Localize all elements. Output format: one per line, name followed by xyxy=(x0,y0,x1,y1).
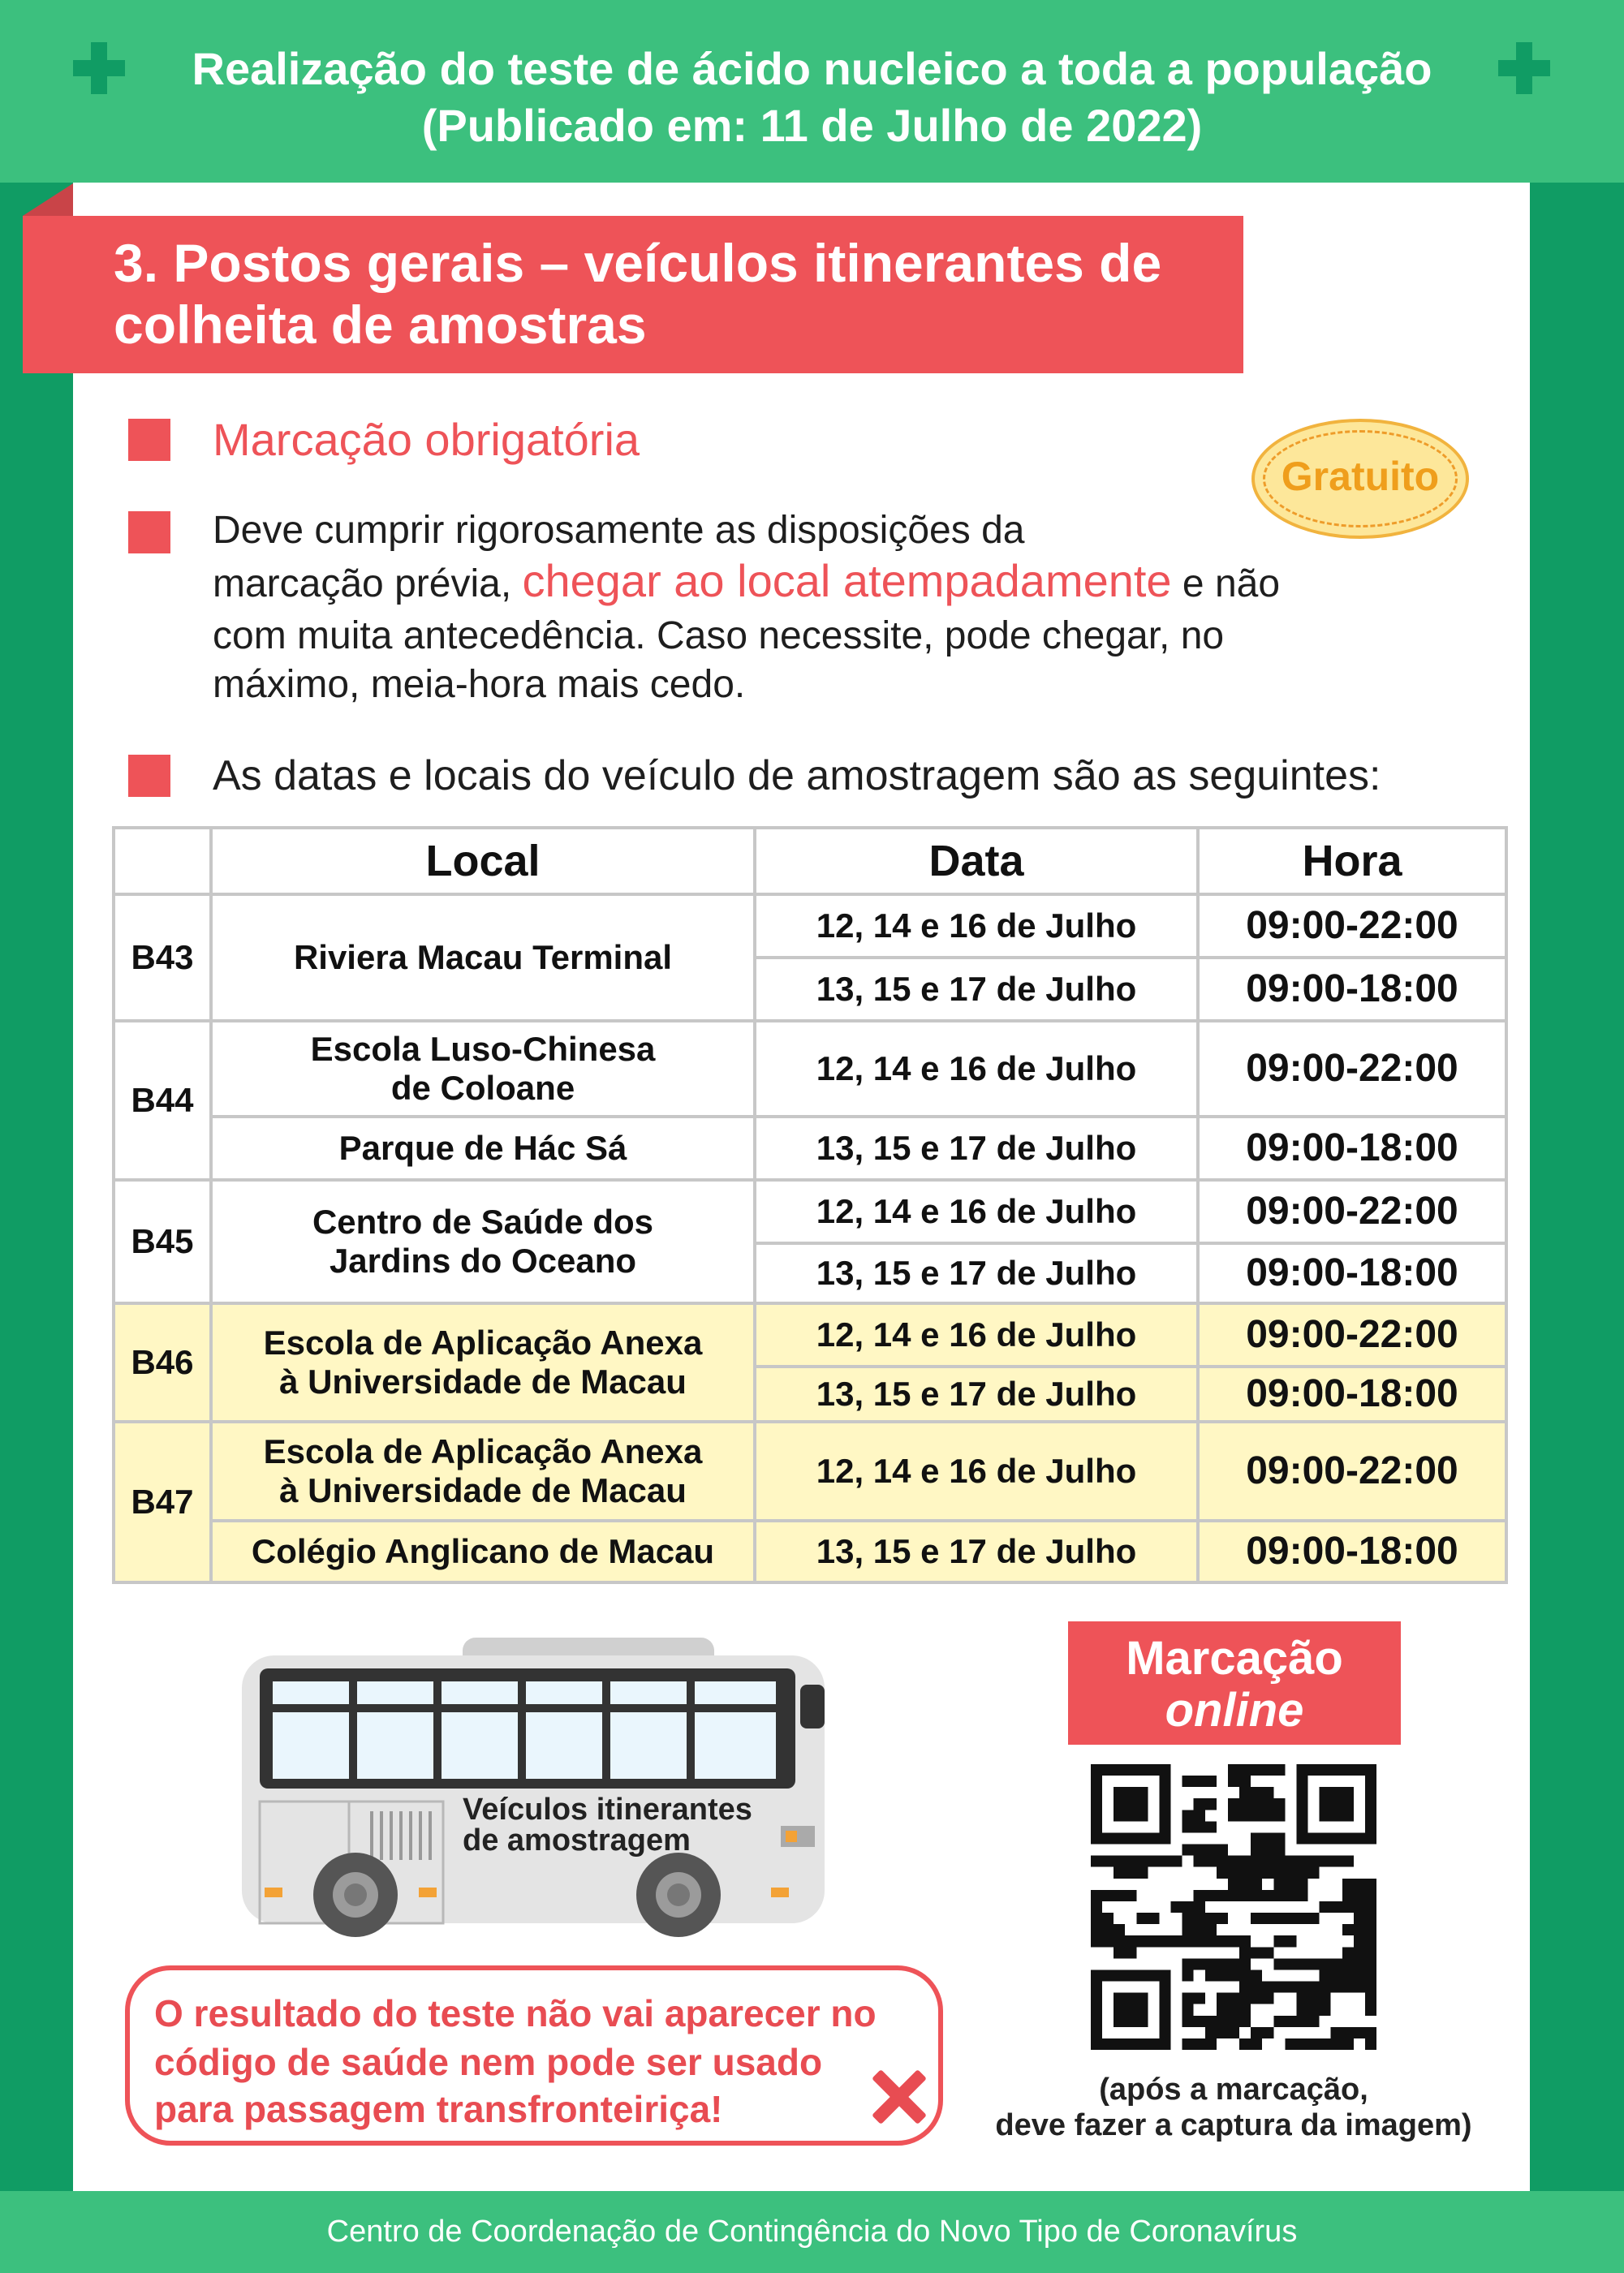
table-header: Data xyxy=(755,828,1198,894)
station-location: Escola de Aplicação Anexa à Universidade de Macau xyxy=(211,1303,755,1422)
online-booking-line2: online xyxy=(1165,1684,1304,1737)
bullet-rules-l4: máximo, meia-hora mais cedo. xyxy=(213,663,746,706)
page-title: Realização do teste de ácido nucleico a toda a população xyxy=(192,43,1432,94)
bus-label-line2: de amostragem xyxy=(463,1823,691,1858)
bullet-rules-l1: Deve cumprir rigorosamente as disposições da xyxy=(213,509,1025,552)
qr-note-line2: deve fazer a captura da imagem) xyxy=(995,2108,1472,2142)
qr-note-line1: (após a marcação, xyxy=(1099,2073,1368,2107)
online-booking-banner xyxy=(1068,1621,1401,1745)
bus-light xyxy=(771,1888,789,1897)
bullet-rules-l3: com muita antecedência. Caso necessite, pode chegar, no xyxy=(213,614,1225,657)
station-location: Parque de Hác Sá xyxy=(211,1117,755,1180)
qr-code[interactable] xyxy=(1091,1764,1376,2050)
station-code: B46 xyxy=(114,1303,211,1422)
station-date: 12, 14 e 16 de Julho xyxy=(755,1303,1198,1367)
publish-date: (Publicado em: 11 de Julho de 2022) xyxy=(421,100,1203,151)
station-hours: 09:00-22:00 xyxy=(1198,894,1506,958)
bullet-schedule-intro: As datas e locais do veículo de amostragem são as seguintes: xyxy=(213,752,1381,799)
table-row xyxy=(114,1180,1506,1243)
station-date: 12, 14 e 16 de Julho xyxy=(755,1422,1198,1521)
station-date: 12, 14 e 16 de Julho xyxy=(755,894,1198,958)
bus-illustration xyxy=(235,1631,836,1948)
station-location: Colégio Anglicano de Macau xyxy=(211,1521,755,1582)
close-x-icon xyxy=(870,2068,928,2126)
bus-mirror xyxy=(800,1685,825,1728)
bus-wheel xyxy=(636,1853,721,1937)
station-location: Centro de Saúde dos Jardins do Oceano xyxy=(211,1180,755,1303)
bullet-rules-l2 xyxy=(213,555,1280,610)
station-hours: 09:00-22:00 xyxy=(1198,1422,1506,1521)
bullet-square xyxy=(128,511,170,553)
table-header: Hora xyxy=(1198,828,1506,894)
station-hours: 09:00-18:00 xyxy=(1198,1367,1506,1422)
station-date: 13, 15 e 17 de Julho xyxy=(755,1521,1198,1582)
bullet-booking-required: Marcação obrigatória xyxy=(213,414,640,465)
bullet-square xyxy=(128,419,170,461)
bus-wheel xyxy=(313,1853,398,1937)
section-banner xyxy=(23,216,1243,373)
rules-text: marcação prévia, xyxy=(213,562,523,605)
warning-line2: código de saúde nem pode ser usado xyxy=(154,2041,823,2083)
table-row xyxy=(114,894,1506,958)
page-header xyxy=(0,0,1624,183)
station-code: B44 xyxy=(114,1021,211,1180)
station-hours: 09:00-22:00 xyxy=(1198,1180,1506,1243)
table-header xyxy=(114,828,211,894)
rules-highlight: chegar ao local atempadamente xyxy=(522,555,1172,606)
table-row xyxy=(114,1021,1506,1117)
warning-line3: para passagem transfronteiriça! xyxy=(154,2088,723,2130)
warning-line1: O resultado do teste não vai aparecer no xyxy=(154,1992,877,2034)
station-date: 13, 15 e 17 de Julho xyxy=(755,1117,1198,1180)
station-location: Escola de Aplicação Anexa à Universidade de Macau xyxy=(211,1422,755,1521)
station-date: 13, 15 e 17 de Julho xyxy=(755,1367,1198,1422)
online-booking-line1: Marcação xyxy=(1126,1632,1343,1685)
table-row xyxy=(114,1422,1506,1521)
banner-fold xyxy=(23,183,73,216)
page-footer: Centro de Coordenação de Contingência do Novo Tipo de Coronavírus xyxy=(0,2191,1624,2273)
section-title-line1: 3. Postos gerais – veículos itinerantes de xyxy=(114,233,1162,293)
bullet-square xyxy=(128,755,170,797)
station-hours: 09:00-22:00 xyxy=(1198,1303,1506,1367)
bus-grille xyxy=(372,1811,430,1860)
station-hours: 09:00-18:00 xyxy=(1198,1521,1506,1582)
free-badge xyxy=(1251,419,1469,539)
bus-label-line1: Veículos itinerantes xyxy=(463,1793,752,1827)
rules-text: e não xyxy=(1171,562,1281,605)
station-hours: 09:00-18:00 xyxy=(1198,1117,1506,1180)
bus-light xyxy=(786,1831,797,1842)
table-row xyxy=(114,1117,1506,1180)
station-hours: 09:00-18:00 xyxy=(1198,958,1506,1021)
schedule-table xyxy=(112,826,1508,1584)
table-header: Local xyxy=(211,828,755,894)
station-hours: 09:00-22:00 xyxy=(1198,1021,1506,1117)
warning-box xyxy=(125,1965,943,2146)
bus-light xyxy=(419,1888,437,1897)
station-date: 13, 15 e 17 de Julho xyxy=(755,958,1198,1021)
bus-light xyxy=(265,1888,282,1897)
station-code: B45 xyxy=(114,1180,211,1303)
table-row xyxy=(114,1303,1506,1367)
station-location: Riviera Macau Terminal xyxy=(211,894,755,1021)
station-date: 12, 14 e 16 de Julho xyxy=(755,1180,1198,1243)
station-location: Escola Luso-Chinesa de Coloane xyxy=(211,1021,755,1117)
station-date: 12, 14 e 16 de Julho xyxy=(755,1021,1198,1117)
station-code: B43 xyxy=(114,894,211,1021)
table-row xyxy=(114,1521,1506,1582)
station-date: 13, 15 e 17 de Julho xyxy=(755,1243,1198,1303)
section-title-line2: colheita de amostras xyxy=(114,295,647,355)
free-badge-label: Gratuito xyxy=(1281,454,1440,499)
table-header-row xyxy=(114,828,1506,894)
station-code: B47 xyxy=(114,1422,211,1582)
station-hours: 09:00-18:00 xyxy=(1198,1243,1506,1303)
